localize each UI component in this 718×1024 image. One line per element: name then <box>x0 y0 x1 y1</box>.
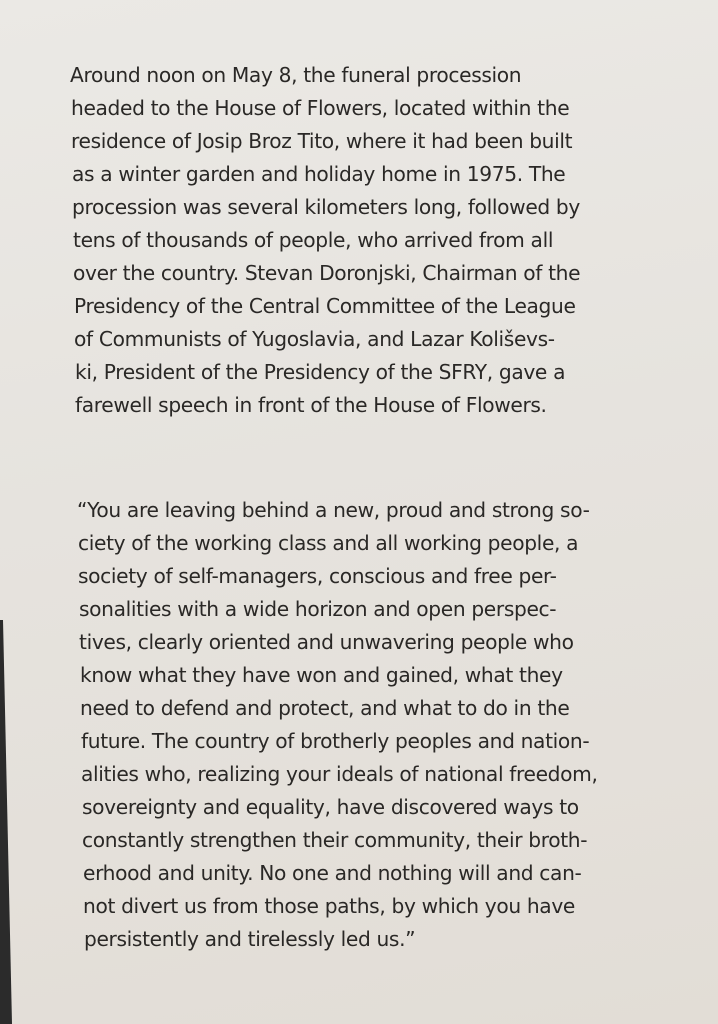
text-line: ki, President of the Presidency of the SFRY, gave a <box>75 360 566 384</box>
text-line: headed to the House of Flowers, located within the <box>71 96 570 120</box>
text-line: constantly strengthen their community, their broth- <box>82 828 588 852</box>
text-line: erhood and unity. No one and nothing will and can- <box>83 861 582 885</box>
text-line: residence of Josip Broz Tito, where it had been built <box>71 129 573 153</box>
text-line: need to defend and protect, and what to do in the <box>80 696 570 720</box>
text-line: alities who, realizing your ideals of national freedom, <box>81 762 598 786</box>
text-line: sonalities with a wide horizon and open perspec- <box>79 597 557 621</box>
text-line: persistently and tirelessly led us.” <box>84 927 416 951</box>
text-line: farewell speech in front of the House of Flowers. <box>75 393 547 417</box>
text-line: ciety of the working class and all working people, a <box>78 531 579 555</box>
text-line: of Communists of Yugoslavia, and Lazar Koliševs- <box>74 327 555 351</box>
text-line: tives, clearly oriented and unwavering people who <box>79 630 574 654</box>
text-line: Presidency of the Central Committee of the League <box>74 294 576 318</box>
text-line: not divert us from those paths, by which you have <box>83 894 575 918</box>
text-line: future. The country of brotherly peoples and nation- <box>81 729 590 753</box>
text-line: Around noon on May 8, the funeral procession <box>70 63 522 87</box>
text-line: “You are leaving behind a new, proud and strong so- <box>77 498 590 522</box>
text-line: sovereignty and equality, have discovered ways to <box>82 795 579 819</box>
text-line: procession was several kilometers long, followed by <box>72 195 580 219</box>
text-line: know what they have won and gained, what they <box>80 663 563 687</box>
text-line: as a winter garden and holiday home in 1975. The <box>72 162 566 186</box>
text-line: tens of thousands of people, who arrived from all <box>73 228 554 252</box>
text-line: society of self-managers, conscious and free per- <box>78 564 557 588</box>
text-line: over the country. Stevan Doronjski, Chairman of the <box>73 261 581 285</box>
